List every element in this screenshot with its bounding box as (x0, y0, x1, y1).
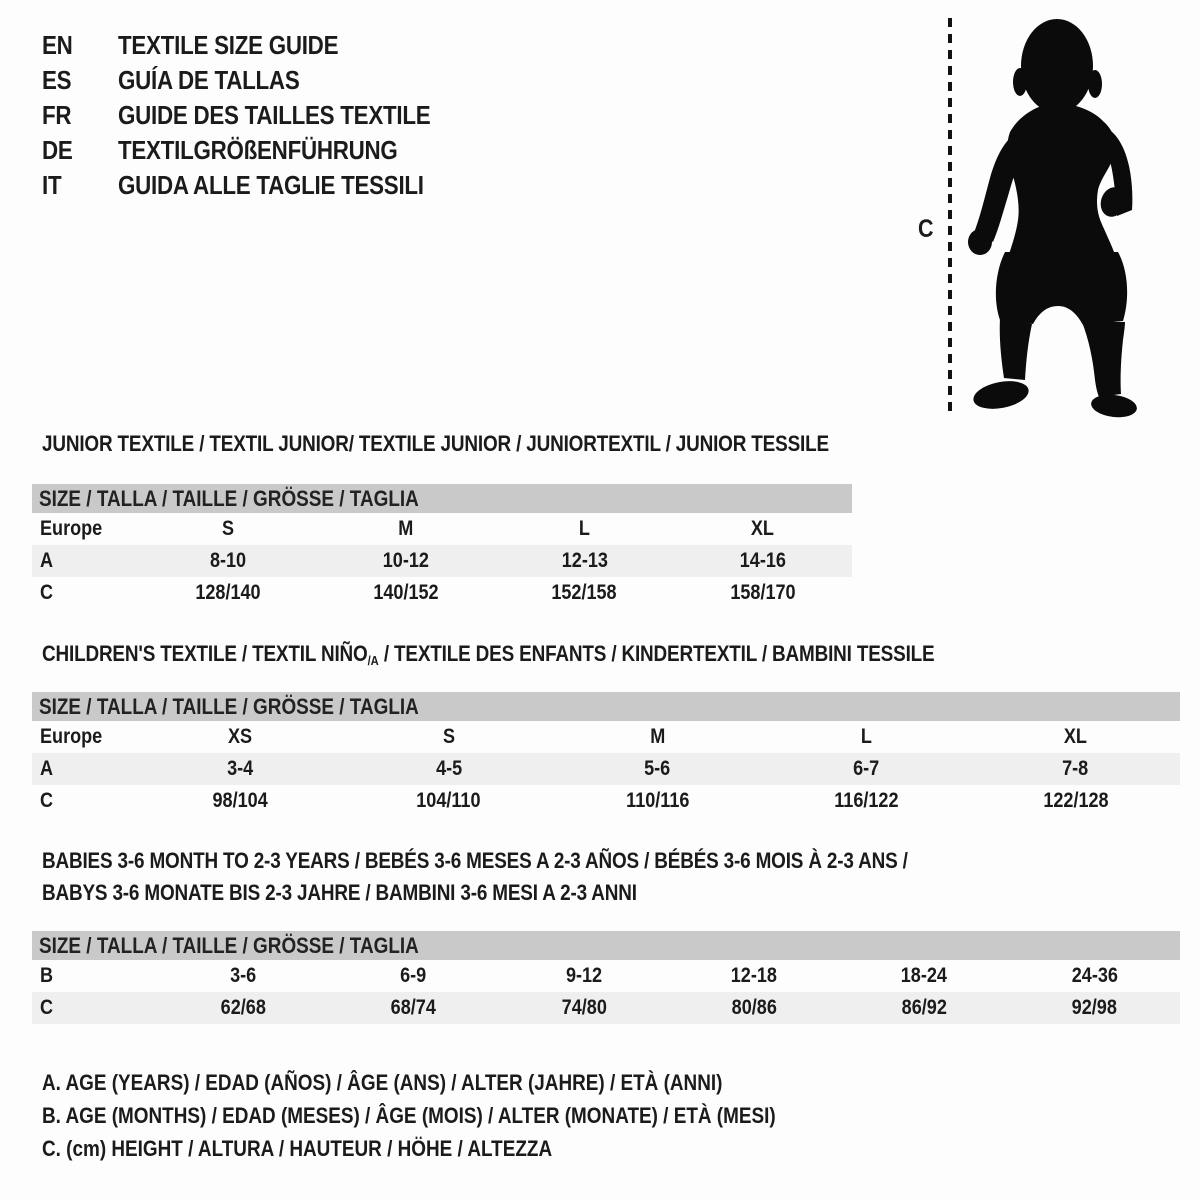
age-cell: 6-9 (400, 964, 427, 987)
size-header-bar: SIZE / TALLA / TAILLE / GRÖSSE / TAGLIA (32, 484, 852, 513)
table-row (32, 753, 1180, 785)
row-label: C (40, 996, 54, 1019)
table-row (32, 721, 1180, 753)
age-cell: 10-12 (383, 549, 430, 572)
age-cell: 9-12 (565, 964, 602, 987)
table-row (32, 545, 852, 577)
height-cell: 128/140 (195, 581, 261, 604)
babies-title-line2: BABYS 3-6 MONATE BIS 2-3 JAHRE / BAMBINI 3-6 MESI A 2-3 ANNI (42, 880, 637, 905)
height-label: C (918, 215, 934, 243)
height-cell: 86/92 (901, 996, 947, 1019)
height-cell: 98/104 (212, 789, 268, 812)
age-cell: 5-6 (644, 757, 671, 780)
language-code: DE (42, 134, 73, 165)
children-title-subscript: /A (367, 653, 379, 668)
language-title: GUIDA ALLE TAGLIE TESSILI (118, 169, 424, 200)
height-cell: 92/98 (1071, 996, 1118, 1019)
table-row (32, 960, 1180, 992)
size-cell: S (442, 725, 455, 748)
language-code: ES (42, 64, 72, 95)
height-cell: 122/128 (1042, 789, 1109, 812)
age-cell: 12-13 (561, 549, 608, 572)
table-row (32, 513, 852, 545)
language-row (42, 132, 481, 167)
height-cell: 80/86 (731, 996, 777, 1019)
legend-line-a: A. AGE (YEARS) / EDAD (AÑOS) / ÂGE (ANS) / ALTER (JAHRE) / ETÀ (ANNI) (42, 1069, 723, 1095)
size-cell: M (650, 725, 666, 748)
junior-size-table (32, 484, 852, 609)
size-header-bar: SIZE / TALLA / TAILLE / GRÖSSE / TAGLIA (32, 692, 1180, 721)
size-cell: XL (751, 517, 775, 540)
age-cell: 3-4 (226, 757, 253, 780)
age-cell: 3-6 (230, 964, 257, 987)
table-row (32, 785, 1180, 817)
row-label: B (40, 964, 54, 987)
size-cell: XL (1063, 725, 1087, 748)
language-code: FR (42, 99, 72, 130)
language-title: TEXTILE SIZE GUIDE (118, 29, 339, 60)
size-cell: L (578, 517, 590, 540)
age-cell: 6-7 (853, 757, 880, 780)
size-cell: S (221, 517, 234, 540)
section-title-babies (42, 845, 1049, 909)
section-title-junior: JUNIOR TEXTILE / TEXTIL JUNIOR/ TEXTILE JUNIOR / JUNIORTEXTIL / JUNIOR TESSILE (42, 431, 829, 456)
row-label: A (40, 757, 54, 780)
height-cell: 62/68 (220, 996, 266, 1019)
legend-line-b: B. AGE (MONTHS) / EDAD (MESES) / ÂGE (MOIS) / ALTER (MONATE) / ETÀ (MESI) (42, 1102, 776, 1128)
height-cell: 116/122 (834, 789, 899, 812)
babies-title-line1: BABIES 3-6 MONTH TO 2-3 YEARS / BEBÉS 3-6 MESES A 2-3 AÑOS / BÉBÉS 3-6 MOIS À 2-3 ANS / (42, 848, 908, 873)
language-row (42, 62, 481, 97)
height-cell: 74/80 (561, 996, 607, 1019)
age-cell: 14-16 (739, 549, 786, 572)
legend (42, 1066, 895, 1165)
row-label: C (40, 581, 54, 604)
height-cell: 152/158 (551, 581, 618, 604)
children-title-post: / TEXTILE DES ENFANTS / KINDERTEXTIL / BAMBINI TESSILE (378, 641, 935, 666)
language-title: GUIDE DES TAILLES TEXTILE (118, 99, 431, 130)
babies-size-table (32, 931, 1180, 1024)
age-cell: 12-18 (730, 964, 778, 987)
height-cell: 158/170 (730, 581, 796, 604)
age-cell: 18-24 (901, 964, 948, 987)
age-cell: 8-10 (209, 549, 246, 572)
height-cell: 110/116 (625, 789, 690, 812)
language-row (42, 97, 481, 132)
row-label: A (40, 549, 54, 572)
section-title-children (42, 641, 1080, 674)
height-cell: 104/110 (416, 789, 481, 812)
language-title: GUÍA DE TALLAS (118, 64, 300, 95)
age-cell: 4-5 (435, 757, 462, 780)
language-row (42, 27, 481, 62)
age-cell: 7-8 (1062, 757, 1089, 780)
language-title-block (42, 27, 481, 202)
size-cell: XS (227, 725, 252, 748)
legend-line-c: C. (cm) HEIGHT / ALTURA / HAUTEUR / HÖHE / ALTEZZA (42, 1135, 553, 1161)
row-label: C (40, 789, 54, 812)
height-cell: 140/152 (373, 581, 439, 604)
table-row (32, 577, 852, 609)
toddler-silhouette-icon (963, 18, 1140, 418)
children-title-pre: CHILDREN'S TEXTILE / TEXTIL NIÑO (42, 641, 368, 666)
language-code: EN (42, 29, 73, 60)
size-cell: L (861, 725, 873, 748)
table-row (32, 992, 1180, 1024)
children-size-table (32, 692, 1180, 817)
height-measure-line (948, 18, 952, 416)
language-title: TEXTILGRÖßENFÜHRUNG (118, 134, 398, 165)
size-header-bar: SIZE / TALLA / TAILLE / GRÖSSE / TAGLIA (32, 931, 1180, 960)
size-cell: M (398, 517, 414, 540)
language-row (42, 167, 481, 202)
age-cell: 24-36 (1071, 964, 1118, 987)
height-cell: 68/74 (391, 996, 437, 1019)
row-label: Europe (40, 517, 103, 540)
language-code: IT (42, 169, 62, 200)
row-label: Europe (40, 725, 103, 748)
